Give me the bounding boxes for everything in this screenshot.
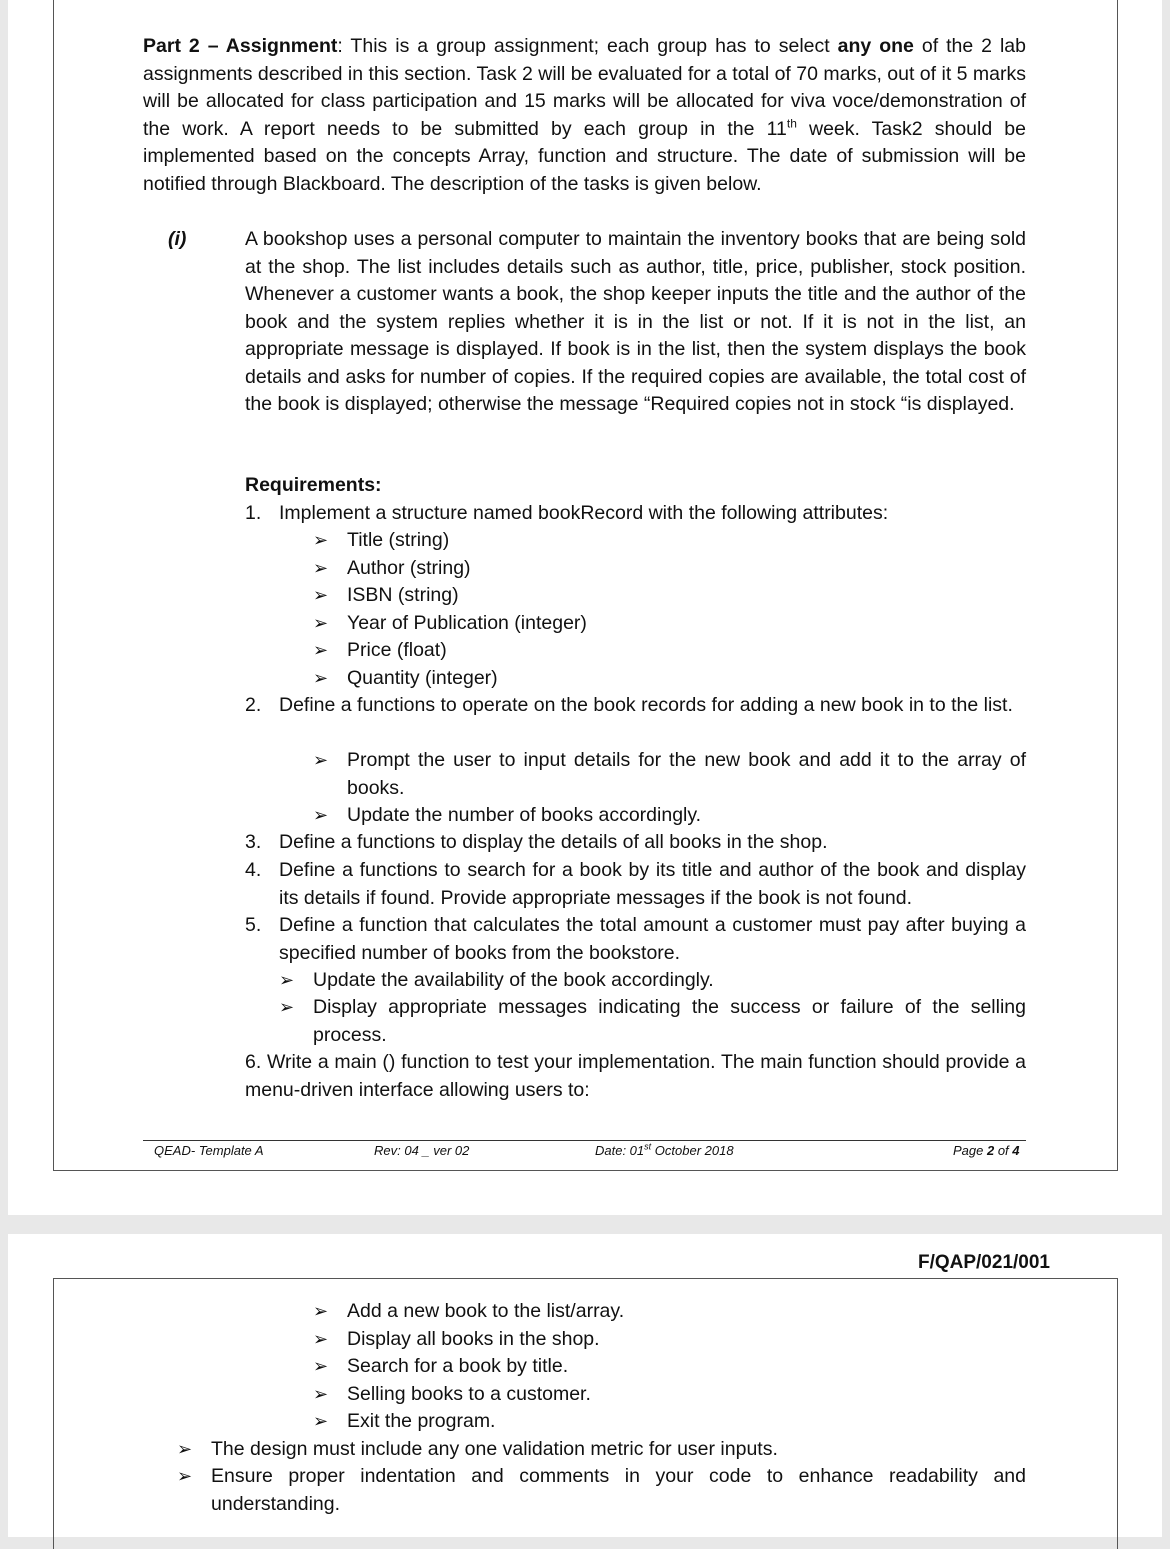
- document-page-2: [8, 1234, 1162, 1537]
- req5-bullet-1: Update the availability of the book accordingly.: [313, 969, 714, 991]
- extra-bullet-1: The design must include any one validation metric for user inputs.: [211, 1438, 778, 1460]
- attribute-item-2: Author (string): [347, 556, 471, 579]
- footer-divider: [143, 1140, 1026, 1141]
- arrow-bullet-icon: ➢: [313, 557, 329, 578]
- footer-date-b: October 2018: [651, 1143, 734, 1158]
- arrow-bullet-icon: ➢: [313, 640, 329, 660]
- arrow-bullet-icon: ➢: [313, 1383, 329, 1404]
- arrow-bullet-icon: ➢: [313, 612, 329, 633]
- menu-item-5: Exit the program.: [347, 1410, 496, 1432]
- requirements-title: Requirements:: [245, 474, 382, 496]
- footer-template: QEAD- Template A: [154, 1143, 264, 1158]
- req6-text: 6. Write a main () function to test your implementation. The main function should provide a menu-driven interface allowing users to:: [245, 1051, 1026, 1101]
- arrow-bullet-icon: ➢: [313, 585, 329, 605]
- arrow-bullet-icon: ➢: [177, 1466, 193, 1486]
- footer-date-a: Date: 01: [595, 1143, 645, 1158]
- arrow-bullet-icon: ➢: [279, 997, 295, 1017]
- req5-text: Define a function that calculates the total amount a customer must pay after buying a specified number of books from the bookstore.: [279, 914, 1026, 964]
- part-label: Part 2 – Assignment: [143, 35, 338, 57]
- arrow-bullet-icon: ➢: [279, 970, 295, 990]
- req5-number: 5.: [245, 914, 262, 936]
- task-label: (i): [168, 228, 187, 250]
- footer-page-total: 4: [1012, 1143, 1020, 1158]
- req3-text: Define a functions to display the details of all books in the shop.: [279, 831, 828, 853]
- req5-bullet-2: Display appropriate messages indicating the success or failure of the selling process.: [313, 996, 1026, 1046]
- arrow-bullet-icon: ➢: [313, 1411, 329, 1431]
- attribute-item-3: ISBN (string): [347, 584, 459, 606]
- intro-text-c: week. Task2 should be implemented based on the concepts Array, function and structure. The date of submission will be notified through Blackboard. The description of the tasks is given below.: [143, 117, 1027, 195]
- footer-revision: Rev: 04 _ ver 02: [374, 1143, 470, 1158]
- arrow-bullet-icon: ➢: [313, 530, 329, 550]
- req2-bullet-2: Update the number of books accordingly.: [347, 804, 702, 826]
- req4-number: 4.: [245, 859, 262, 881]
- req2-bullet-1: Prompt the user to input details for the new book and add it to the array of books.: [347, 749, 1026, 799]
- req2-text: Define a functions to operate on the book records for adding a new book in to the list.: [279, 694, 1013, 716]
- arrow-bullet-icon: ➢: [313, 1328, 329, 1349]
- req3-number: 3.: [245, 831, 262, 853]
- arrow-bullet-icon: ➢: [313, 805, 329, 825]
- req4-text: Define a functions to search for a book by its title and author of the book and display its details if found. Provide appropriate messages if the book is not found.: [279, 859, 1026, 909]
- attribute-item-5: Price (float): [347, 639, 447, 661]
- arrow-bullet-icon: ➢: [177, 1439, 193, 1459]
- footer-page-prefix: Page: [953, 1143, 987, 1158]
- footer-date: [595, 1143, 734, 1158]
- footer-page-number: 2: [986, 1143, 995, 1158]
- document-page-1: [8, 0, 1162, 1215]
- footer-page-of: of: [994, 1143, 1013, 1158]
- menu-item-3: Search for a book by title.: [347, 1355, 569, 1377]
- intro-text-a: : This is a group assignment; each group has to select: [337, 35, 838, 57]
- req2-number: 2.: [245, 694, 262, 716]
- attribute-item-4: Year of Publication (integer): [347, 611, 587, 634]
- menu-item-2: Display all books in the shop.: [347, 1327, 600, 1350]
- form-code: F/QAP/021/001: [917, 1252, 1050, 1273]
- task-description: A bookshop uses a personal computer to maintain the inventory books that are being sold at the shop. The list includes details such as author, title, price, publisher, stock position. Whenever a customer wants a book, the shop keeper inputs the title and the author of the book and the system replies whether it is in the list or not. If it is not in the list, an appropriate message is displayed. If book is in the list, then the system displays the book details and asks for number of copies. If the required copies are available, the total cost of the book is displayed; otherwise the message “Required copies not in stock “is displayed.: [245, 228, 1026, 415]
- menu-item-4: Selling books to a customer.: [347, 1382, 591, 1405]
- attribute-item-6: Quantity (integer): [347, 666, 498, 689]
- intro-sup: th: [786, 116, 797, 130]
- arrow-bullet-icon: ➢: [313, 667, 329, 688]
- req1-text: Implement a structure named bookRecord with the following attributes:: [279, 502, 889, 524]
- footer-page: [953, 1143, 1020, 1158]
- intro-bold-any-one: any one: [837, 35, 914, 57]
- arrow-bullet-icon: ➢: [313, 750, 329, 770]
- req1-number: 1.: [245, 502, 262, 524]
- intro-text-b: of the 2 lab assignments described in this section. Task 2 will be evaluated for a total of 70 marks, out of it 5 marks will be allocated for class participation and 15 marks will be allocated for viva voce/demonstration of the work. A report needs to be submitted by each group in the 11: [143, 35, 1026, 140]
- footer-date-sup: st: [644, 1141, 652, 1152]
- arrow-bullet-icon: ➢: [313, 1356, 329, 1376]
- arrow-bullet-icon: ➢: [313, 1301, 329, 1321]
- menu-item-1: Add a new book to the list/array.: [347, 1300, 625, 1322]
- attribute-item-1: Title (string): [347, 529, 450, 551]
- intro-paragraph: [143, 33, 1026, 198]
- extra-bullet-b-1: Ensure proper indentation and comments in your code to enhance readability and understanding.: [211, 1465, 1026, 1515]
